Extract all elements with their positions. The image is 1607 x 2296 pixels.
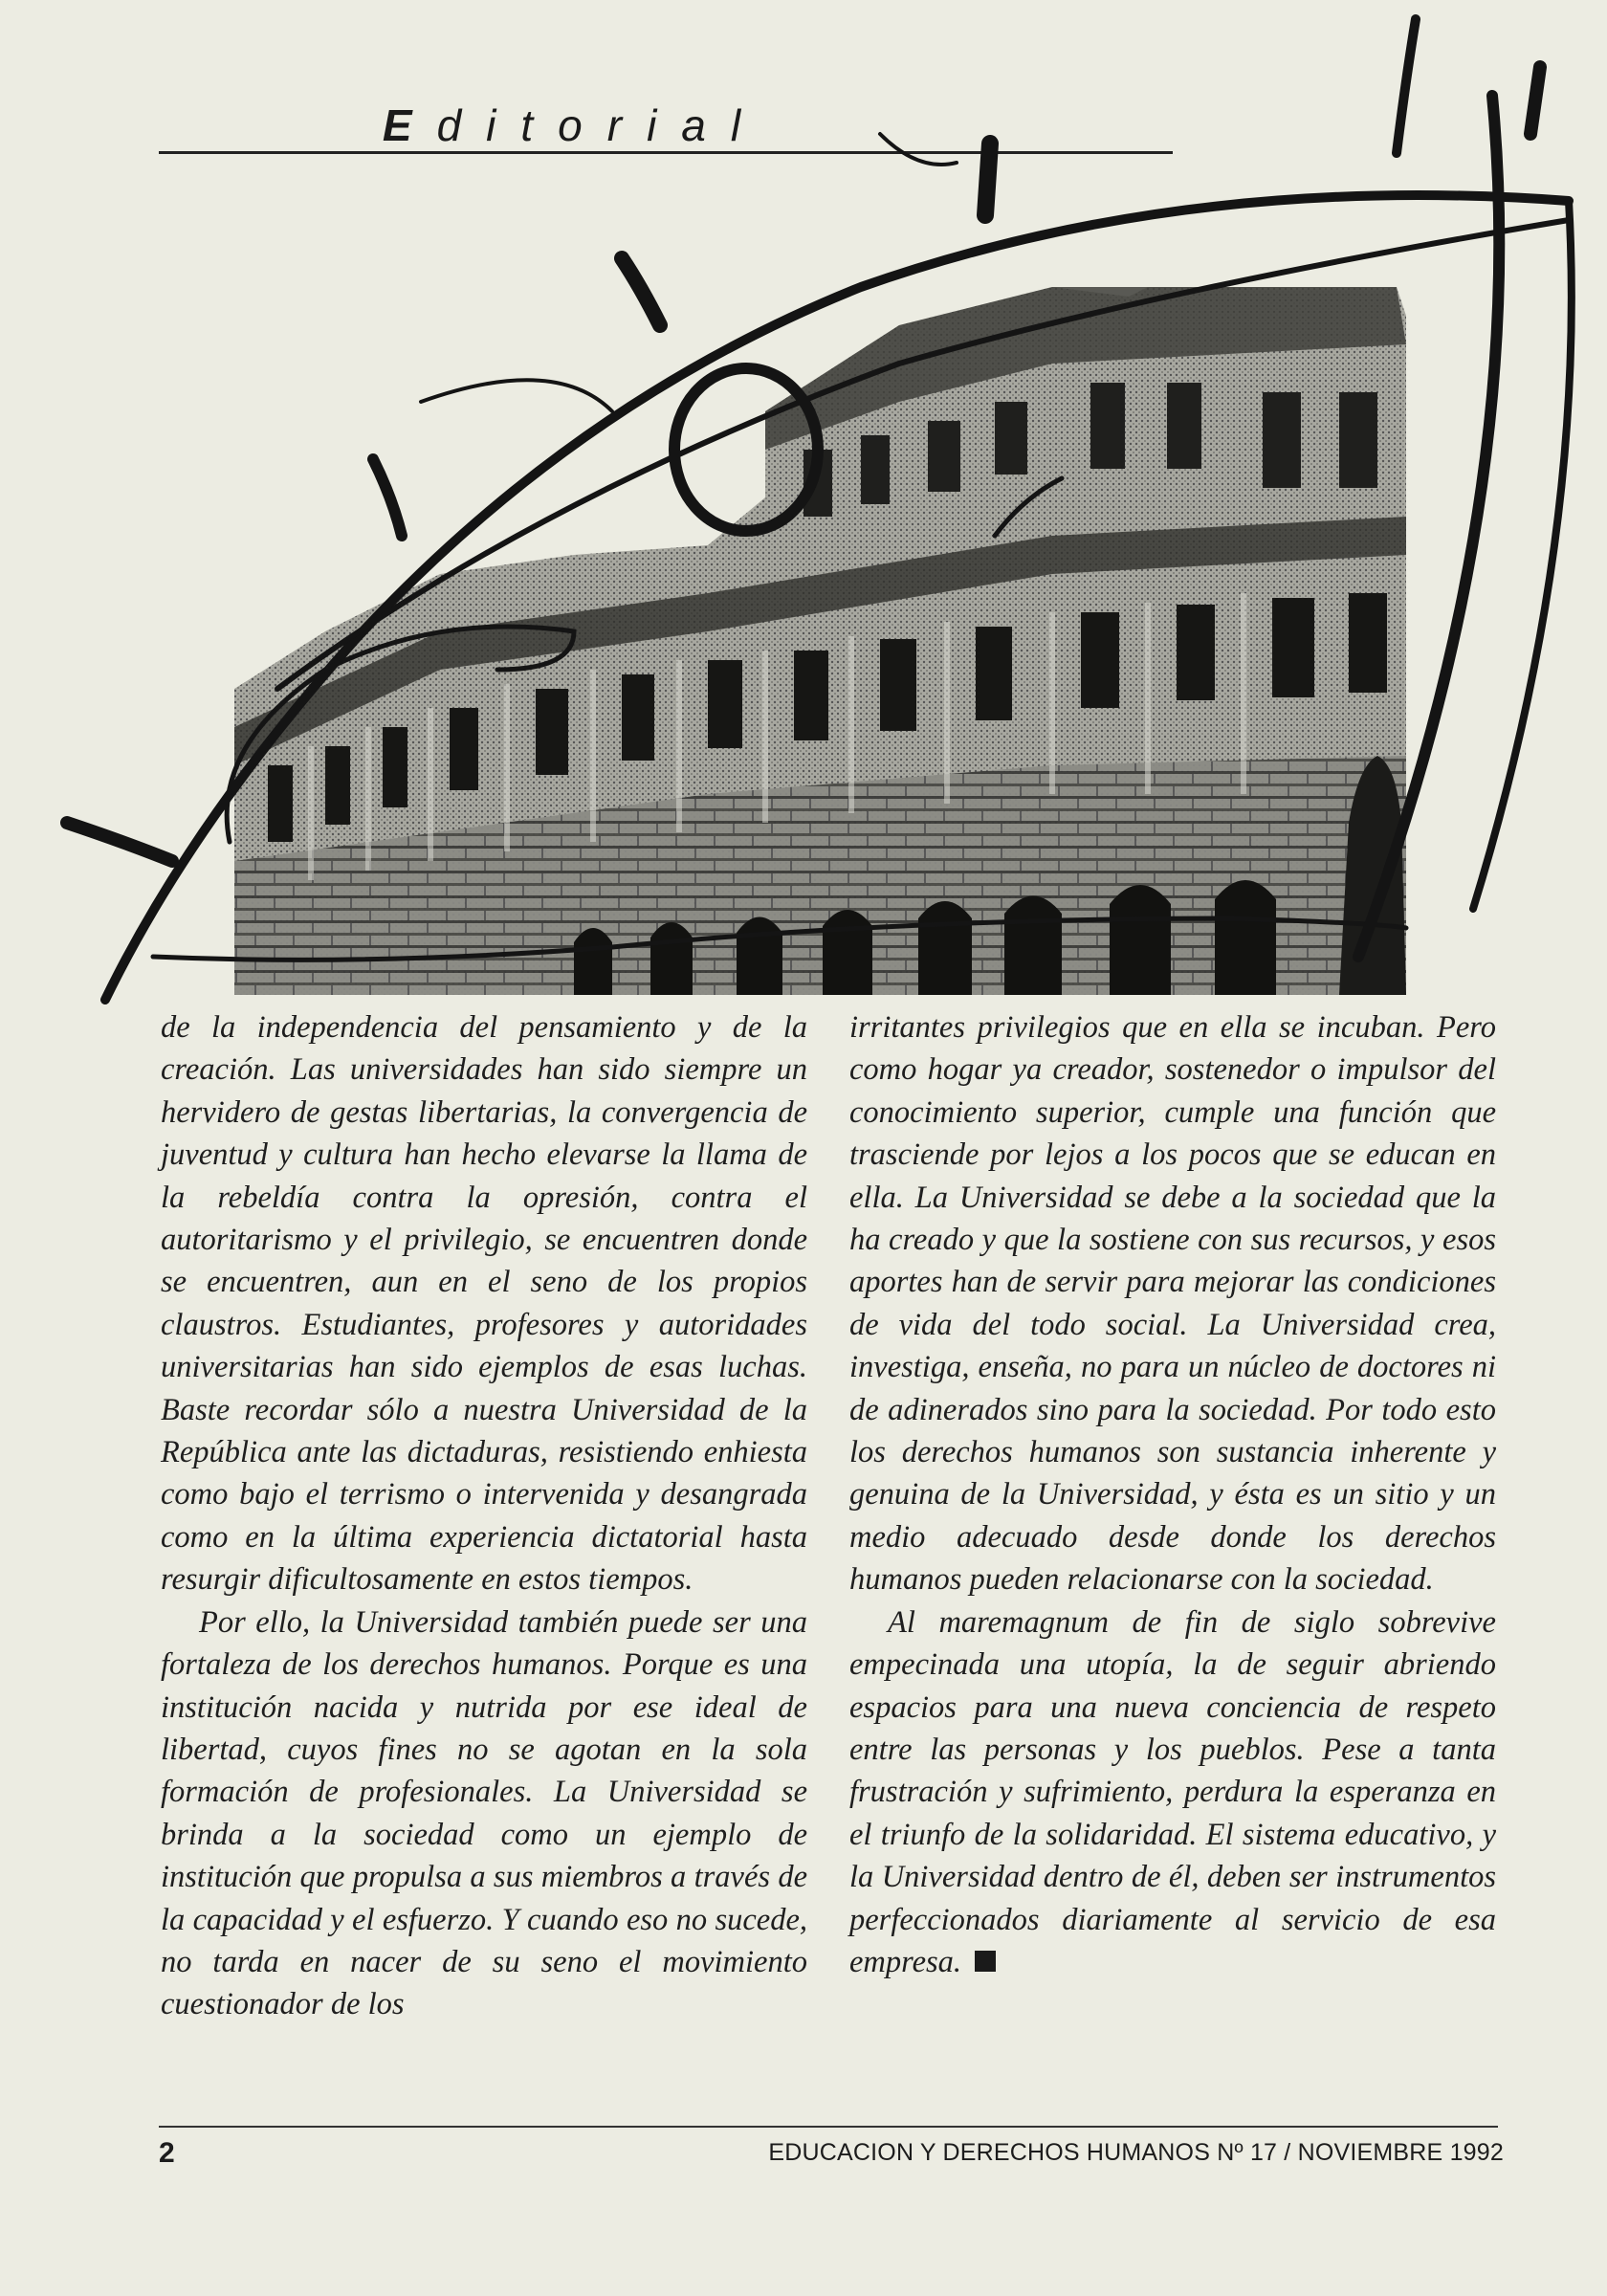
publication-footer: EDUCACION Y DERECHOS HUMANOS Nº 17 / NOVIEMBRE 1992 bbox=[768, 2139, 1504, 2166]
article-column-right bbox=[849, 1006, 1496, 1983]
article-paragraph-final bbox=[849, 1601, 1496, 1984]
article-column-left bbox=[161, 1006, 807, 2026]
article-paragraph: Por ello, la Universidad también puede ser una fortaleza de los derechos humanos. Porque es una institución nacida y nutrida por ese ideal de libertad, cuyos fines no se agotan en la sola formación de profesionales. La Universidad se brinda a la sociedad como un ejemplo de institución que propulsa a sus miembros a través de la capacidad y el esfuerzo. Y cuando eso no sucede, no tarda en nacer de su seno el movimiento cuestionador de los bbox=[161, 1604, 807, 2022]
section-label-initial: E bbox=[382, 100, 437, 150]
article-paragraph: de la independencia del pensamiento y de la creación. Las universidades han sido siempre un hervidero de gestas libertarias, la convergencia de juventud y cultura han hecho elevarse la llama de la rebeldía contra la opresión, contra el autoritarismo y el privilegio, se encuentren donde se encuentren, aun en el seno de los propios claustros. Estudiantes, profesores y autoridades universitarias han sido ejemplos de esas luchas. Baste recordar sólo a nuestra Universidad de la República ante las dictaduras, resistiendo enhiesta como bajo el terrismo o intervenida y desangrada como en la última experiencia dictatorial hasta resurgir dificultosamente en estos tiempos. bbox=[161, 1010, 807, 1598]
article-paragraph: irritantes privilegios que en ella se incuban. Pero como hogar ya creador, sostenedor o impulsor del conocimiento superior, cumple una función que trasciende por lejos a los pocos que se educan en ella. La Universidad se debe a la sociedad que la ha creado y que la sostiene con sus recursos, y esos aportes han de servir para mejorar las condiciones de vida del todo social. La Universidad crea, investiga, enseña, no para un núcleo de doctores ni de adinerados sino para la sociedad. Por todo esto los derechos humanos son sustancia inherente y genuina de la Universidad, y ésta es un sitio y un medio adecuado desde donde los derechos humanos pueden relacionarse con la sociedad. bbox=[849, 1010, 1496, 1598]
end-of-article-square-icon bbox=[975, 1951, 996, 1972]
footer-rule bbox=[159, 2126, 1498, 2128]
university-building-illustration-icon bbox=[38, 0, 1607, 1004]
article-paragraph-text: Al maremagnum de fin de siglo sobrevive empecinada una utopía, la de seguir abriendo espacios para una nueva conciencia de respeto entre las personas y los pueblos. Pese a tanta frustración y sufrimiento, perdura la esperanza en el triunfo de la solidaridad. El sistema educativo, y la Universidad dentro de él, deben ser instrumentos perfeccionados diariamente al servicio de esa empresa. bbox=[849, 1604, 1496, 1979]
section-label-rest: ditorial bbox=[436, 100, 766, 150]
page-number: 2 bbox=[159, 2137, 175, 2169]
